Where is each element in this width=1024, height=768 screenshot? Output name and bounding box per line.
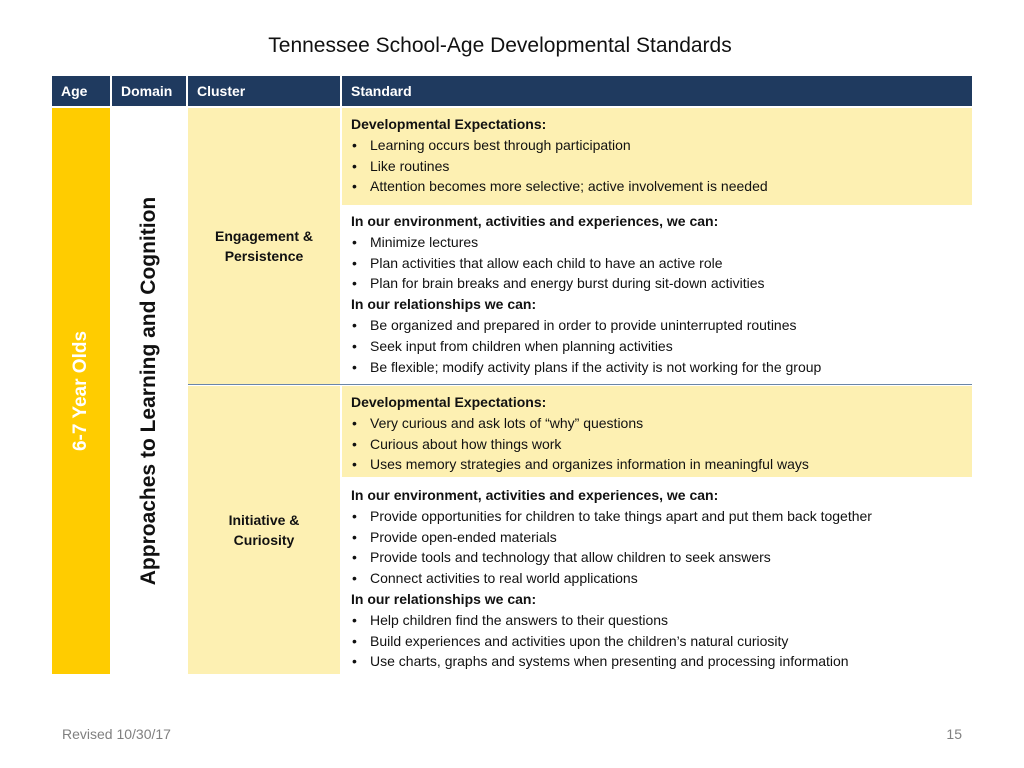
header-standard: Standard bbox=[342, 76, 972, 106]
list-item: • Minimize lectures bbox=[351, 232, 972, 253]
list-item: • Provide open-ended materials bbox=[351, 527, 972, 548]
environment-heading: In our environment, activities and experiences, we can: bbox=[351, 213, 719, 229]
cluster-name: Initiative & Curiosity bbox=[228, 512, 300, 548]
environment-list bbox=[351, 232, 972, 294]
relationships-list bbox=[351, 315, 972, 377]
list-item: • Build experiences and activities upon the children’s natural curiosity bbox=[351, 631, 972, 652]
strategies-block-engagement bbox=[342, 205, 972, 384]
strategies-block-initiative bbox=[342, 479, 972, 674]
list-item: • Connect activities to real world applications bbox=[351, 568, 972, 589]
cluster-divider bbox=[188, 384, 972, 385]
list-item: • Uses memory strategies and organizes information in meaningful ways bbox=[351, 454, 972, 475]
cluster-name: Engagement & Persistence bbox=[214, 228, 313, 264]
expectations-list bbox=[351, 135, 972, 197]
environment-heading: In our environment, activities and experiences, we can: bbox=[351, 487, 719, 503]
domain-label: Approaches to Learning and Cognition bbox=[137, 196, 160, 586]
list-item: • Learning occurs best through participation bbox=[351, 135, 972, 156]
list-item: • Provide tools and technology that allow children to seek answers bbox=[351, 547, 972, 568]
expectations-list bbox=[351, 413, 972, 475]
relationships-list bbox=[351, 610, 972, 672]
expectations-heading: Developmental Expectations: bbox=[351, 394, 547, 410]
revised-date: Revised 10/30/17 bbox=[62, 726, 171, 742]
page-title: Tennessee School-Age Developmental Standards bbox=[268, 34, 732, 57]
list-item: • Use charts, graphs and systems when presenting and processing information bbox=[351, 651, 972, 672]
page-number: 15 bbox=[946, 726, 962, 742]
expectations-block-engagement bbox=[342, 108, 972, 205]
age-cell bbox=[52, 108, 110, 674]
expectations-heading: Developmental Expectations: bbox=[351, 116, 547, 132]
list-item: • Provide opportunities for children to take things apart and put them back together bbox=[351, 506, 972, 527]
list-item: • Help children find the answers to their questions bbox=[351, 610, 972, 631]
header-age: Age bbox=[52, 76, 110, 106]
domain-cell bbox=[112, 108, 186, 674]
list-item: • Plan activities that allow each child to have an active role bbox=[351, 253, 972, 274]
cluster-initiative-curiosity bbox=[188, 386, 340, 674]
list-item: • Very curious and ask lots of “why” questions bbox=[351, 413, 972, 434]
age-label: 6-7 Year Olds bbox=[70, 330, 91, 452]
list-item: • Be organized and prepared in order to provide uninterrupted routines bbox=[351, 315, 972, 336]
header-cluster: Cluster bbox=[188, 76, 340, 106]
list-item: • Attention becomes more selective; active involvement is needed bbox=[351, 176, 972, 197]
list-item: • Be flexible; modify activity plans if the activity is not working for the group bbox=[351, 357, 972, 378]
header-domain: Domain bbox=[112, 76, 186, 106]
cluster-engagement-persistence bbox=[188, 108, 340, 384]
list-item: • Like routines bbox=[351, 156, 972, 177]
relationships-heading: In our relationships we can: bbox=[351, 590, 537, 607]
list-item: • Curious about how things work bbox=[351, 434, 972, 455]
list-item: • Plan for brain breaks and energy burst during sit-down activities bbox=[351, 273, 972, 294]
relationships-heading: In our relationships we can: bbox=[351, 296, 537, 313]
environment-list bbox=[351, 506, 972, 589]
list-item: • Seek input from children when planning activities bbox=[351, 336, 972, 357]
expectations-block-initiative bbox=[342, 386, 972, 477]
